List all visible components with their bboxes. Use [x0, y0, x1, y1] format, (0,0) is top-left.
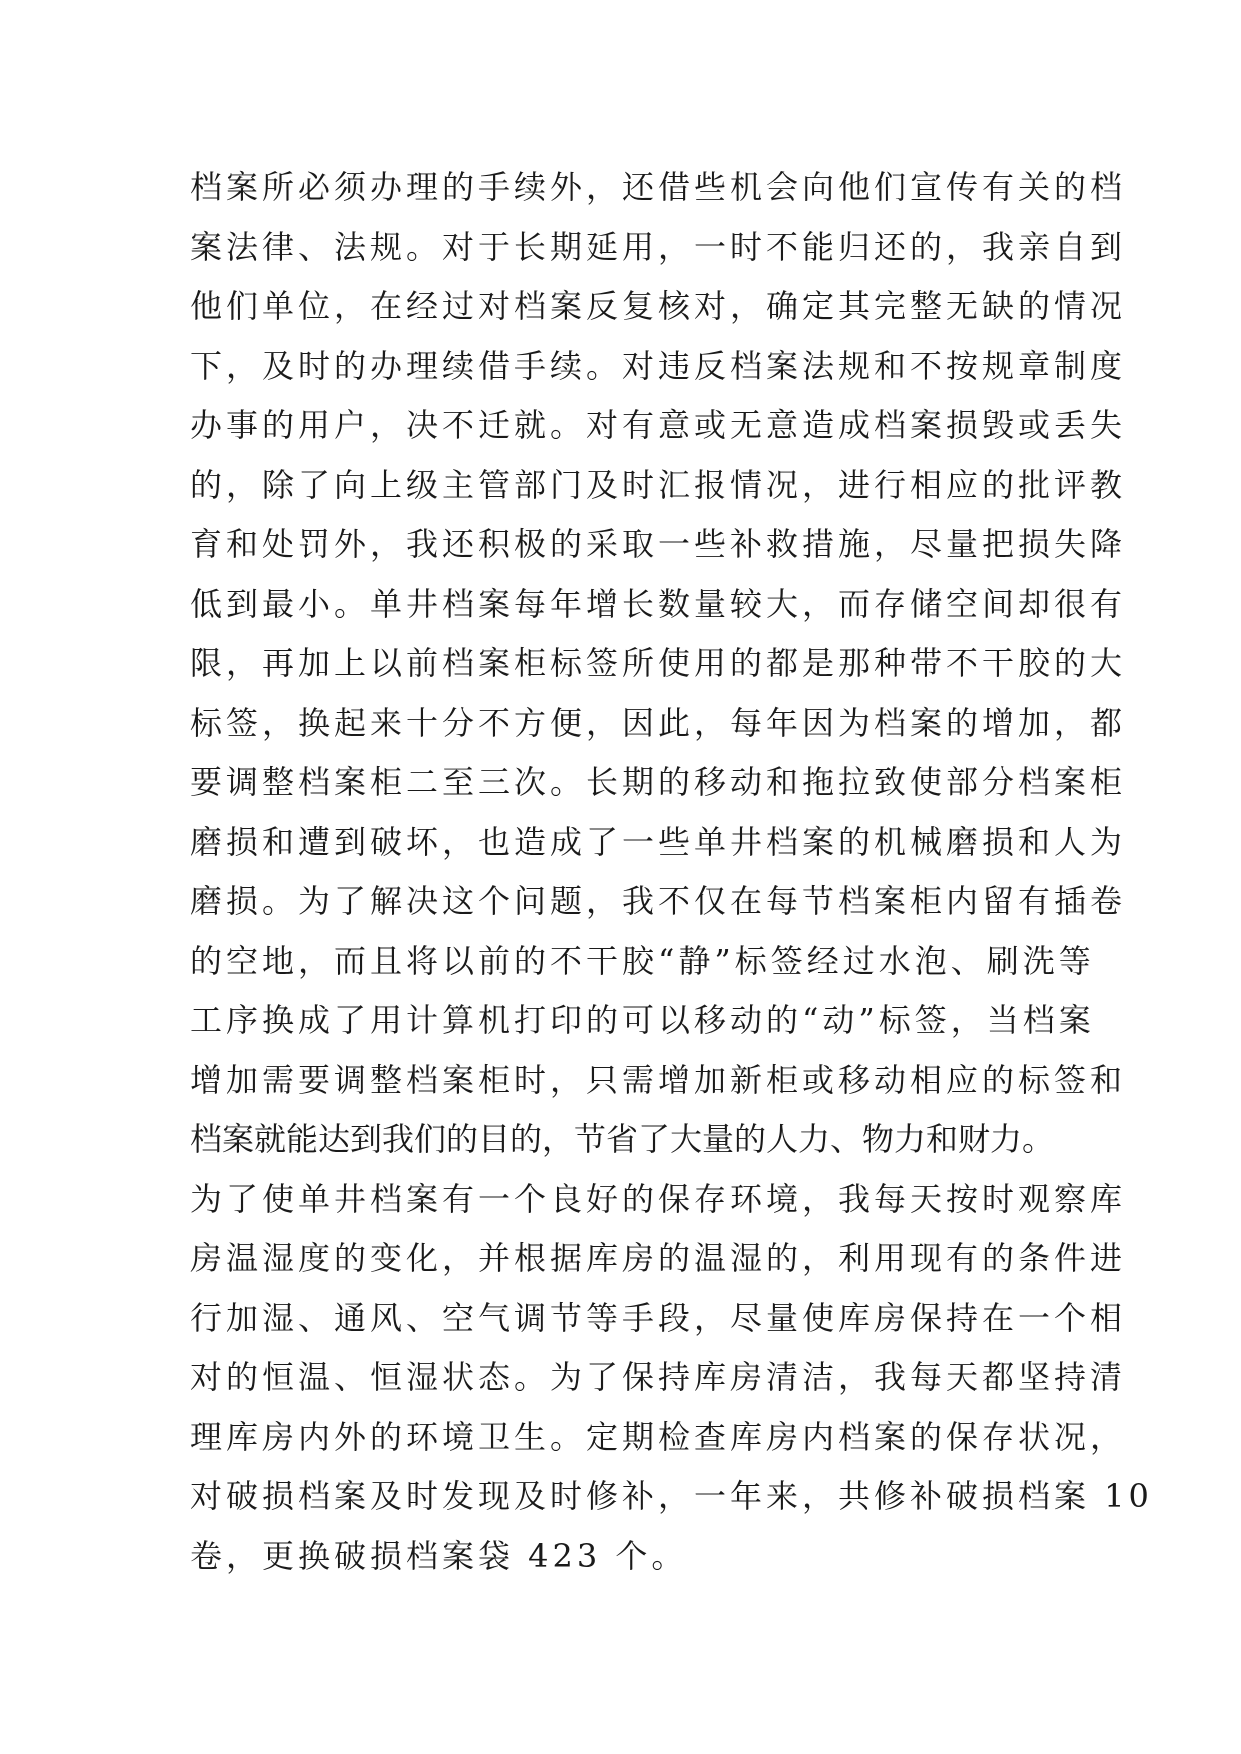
- text-line: 低到最小。单井档案每年增长数量较大，而存储空间却很有: [190, 584, 1127, 623]
- text-line: 磨损。为了解决这个问题，我不仅在每节档案柜内留有插卷: [190, 882, 1127, 920]
- body-text: [190, 158, 1153, 1586]
- text-line: 下，及时的办理续借手续。对违反档案法规和不按规章制度: [190, 346, 1127, 385]
- text-line: 要调整档案柜二至三次。长期的移动和拖拉致使部分档案柜: [190, 763, 1127, 801]
- text-line: 为了使单井档案有一个良好的保存环境，我每天按时观察库: [190, 1179, 1127, 1218]
- text-line: 理库房内外的环境卫生。定期检查库房内档案的保存状况，: [190, 1417, 1127, 1456]
- text-line: 档案所必须办理的手续外，还借些机会向他们宣传有关的档: [190, 168, 1127, 206]
- text-line: 房温湿度的变化，并根据库房的温湿的，利用现有的条件进: [190, 1239, 1127, 1277]
- text-line: 工序换成了用计算机打印的可以移动的“动”标签，当档案: [190, 1001, 1095, 1039]
- text-line: 卷，更换破损档案袋 423 个。: [190, 1536, 688, 1575]
- text-line: 育和处罚外，我还积极的采取一些补救措施，尽量把损失降: [190, 525, 1127, 563]
- text-line: 限，再加上以前档案柜标签所使用的都是那种带不干胶的大: [190, 644, 1127, 682]
- text-line: 对破损档案及时发现及时修补，一年来，共修补破损档案 10: [190, 1477, 1153, 1515]
- text-line: 标签，换起来十分不方便，因此，每年因为档案的增加，都: [190, 703, 1127, 742]
- text-line: 磨损和遭到破坏，也造成了一些单井档案的机械磨损和人为: [190, 822, 1127, 861]
- text-line: 他们单位，在经过对档案反复核对，确定其完整无缺的情况: [190, 287, 1127, 325]
- text-line: 的空地，而且将以前的不干胶“静”标签经过水泡、刷洗等: [190, 941, 1095, 980]
- text-line: 档案就能达到我们的目的，节省了大量的人力、物力和财力。: [190, 1120, 1055, 1158]
- text-line: 增加需要调整档案柜时，只需增加新柜或移动相应的标签和: [190, 1060, 1127, 1099]
- text-line: 的，除了向上级主管部门及时汇报情况，进行相应的批评教: [190, 465, 1127, 504]
- text-line: 案法律、法规。对于长期延用，一时不能归还的，我亲自到: [190, 227, 1127, 266]
- text-line: 行加湿、通风、空气调节等手段，尽量使库房保持在一个相: [190, 1298, 1127, 1337]
- text-line: 对的恒温、恒湿状态。为了保持库房清洁，我每天都坚持清: [190, 1358, 1127, 1396]
- text-line: 办事的用户，决不迁就。对有意或无意造成档案损毁或丢失: [190, 406, 1127, 444]
